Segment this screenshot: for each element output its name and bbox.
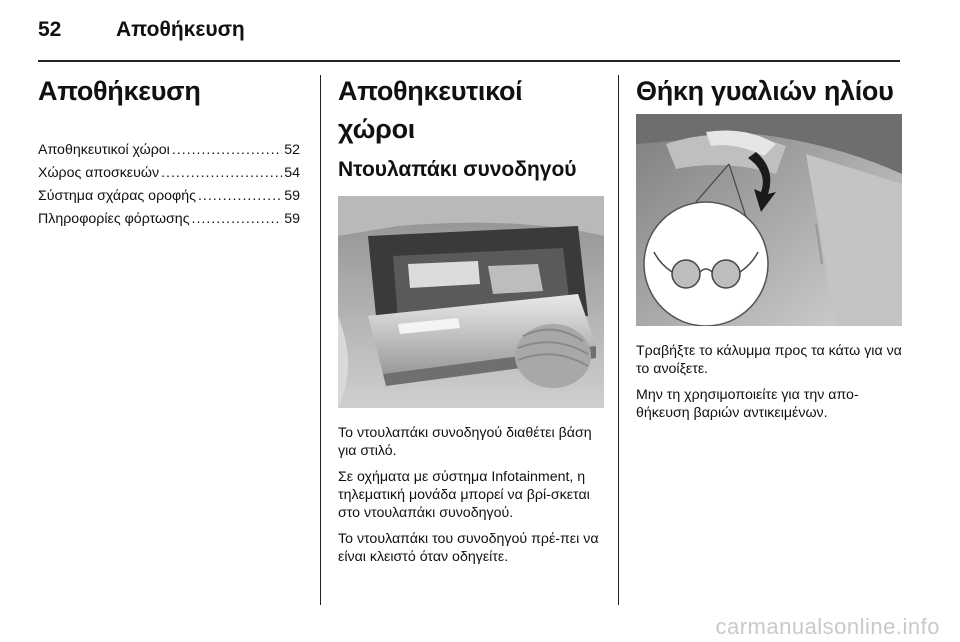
page-header: [38, 10, 245, 50]
toc-entry[interactable]: [38, 142, 300, 165]
toc-entry-label: Πληροφορίες φόρτωσης: [38, 211, 190, 227]
toc-entry-page: 59: [284, 211, 300, 227]
toc-entry[interactable]: [38, 188, 300, 211]
watermark: carmanualsonline.info: [715, 614, 940, 639]
running-title: Αποθήκευση: [116, 18, 245, 41]
glovebox-text: [338, 424, 604, 566]
column-divider: [320, 75, 321, 605]
section-title: Θήκη γυαλιών ηλίου: [636, 76, 894, 106]
section-title: Αποθηκευτικοί χώροι: [338, 76, 523, 144]
toc-entry-label: Αποθηκευτικοί χώροι: [38, 142, 170, 158]
table-of-contents: [38, 142, 300, 234]
paragraph: Μην τη χρησιμοποιείτε για την απο-θήκευση βαριών αντικειμένων.: [636, 387, 859, 421]
toc-leader: [172, 142, 282, 158]
contents-column: [38, 72, 300, 234]
paragraph: Τραβήξτε το κάλυμμα προς τα κάτω για να το ανοίξετε.: [636, 343, 902, 377]
toc-entry[interactable]: [38, 211, 300, 234]
page-number: 52: [38, 18, 62, 41]
toc-leader: [161, 165, 282, 181]
toc-entry-page: 52: [284, 142, 300, 158]
column-divider: [618, 75, 619, 605]
toc-entry-page: 59: [284, 188, 300, 204]
paragraph: Το ντουλαπάκι του συνοδηγού πρέ-πει να είναι κλειστό όταν οδηγείτε.: [338, 531, 599, 565]
paragraph: Σε οχήματα με σύστημα Infotainment, η τηλεματική μονάδα μπορεί να βρί-σκεται στο ντουλαπάκι συνοδηγού.: [338, 469, 590, 521]
header-rule: [38, 60, 900, 62]
glovebox-column: [338, 72, 604, 574]
sunglasses-column: [636, 72, 902, 430]
paragraph: Το ντουλαπάκι συνοδηγού διαθέτει βάση για στιλό.: [338, 425, 592, 459]
glovebox-photo: [338, 196, 604, 408]
toc-entry[interactable]: [38, 165, 300, 188]
toc-leader: [198, 188, 282, 204]
toc-leader: [192, 211, 283, 227]
subsection-title: Ντουλαπάκι συνοδηγού: [338, 158, 577, 181]
sunglass-holder-photo: [636, 114, 902, 326]
toc-entry-label: Σύστημα σχάρας οροφής: [38, 188, 196, 204]
toc-entry-label: Χώρος αποσκευών: [38, 165, 160, 181]
toc-entry-page: 54: [284, 165, 300, 181]
chapter-title: Αποθήκευση: [38, 76, 201, 106]
sunglasses-text: [636, 342, 902, 422]
